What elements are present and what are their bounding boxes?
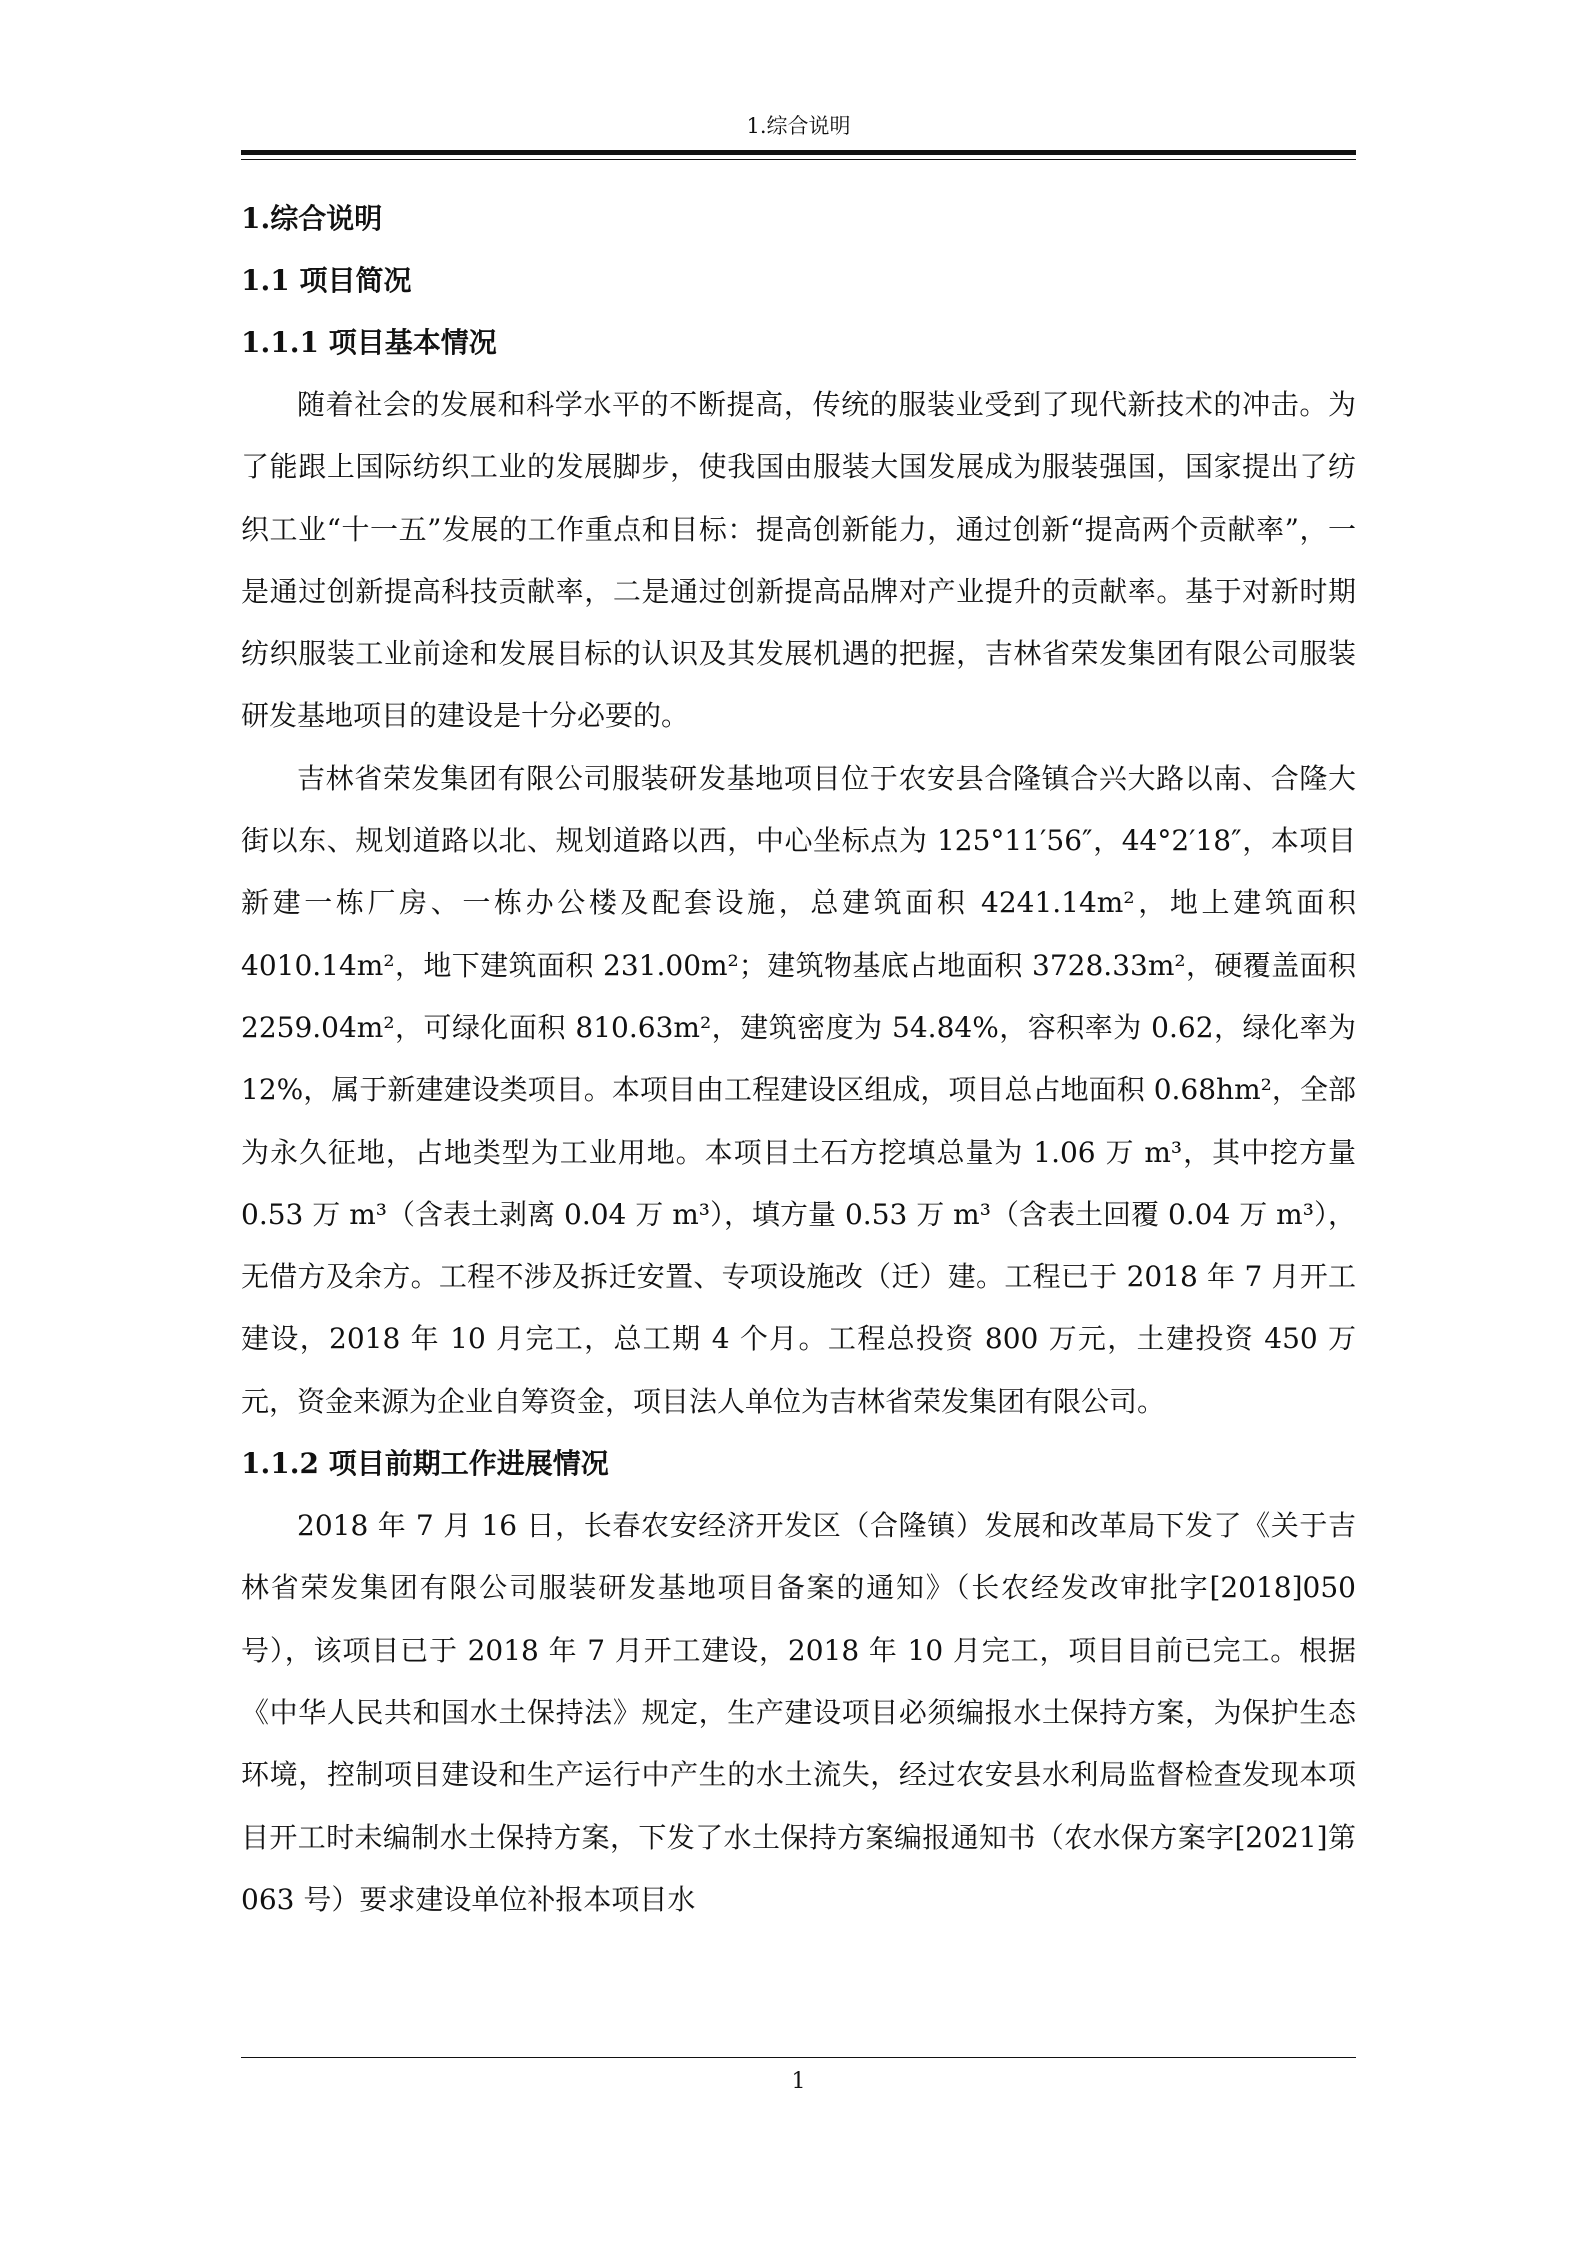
- heading-1-1-1: 1.1.1 项目基本情况: [241, 326, 497, 359]
- running-header: 1.综合说明: [746, 114, 851, 138]
- page-number: 1: [791, 2069, 806, 2094]
- paragraph-background: 随着社会的发展和科学水平的不断提高，传统的服装业受到了现代新技术的冲击。为了能跟上国际纺织工业的发展脚步，使我国由服装大国发展成为服装强国，国家提出了纺织工业“十一五”发展的工作重点和目标：提高创新能力，通过创新“提高两个贡献率”，一是通过创新提高科技贡献率，二是通过创新提高品牌对产业提升的贡献率。基于对新时期纺织服装工业前途和发展目标的认识及其发展机遇的把握，吉林省荣发集团有限公司服装研发基地项目的建设是十分必要的。: [241, 388, 1356, 733]
- heading-1-1-2: 1.1.2 项目前期工作进展情况: [241, 1447, 609, 1481]
- heading-level-1: 1.综合说明: [241, 202, 383, 235]
- page-body: [241, 188, 1356, 1931]
- paragraph-preliminary-work: 2018 年 7 月 16 日，长春农安经济开发区（合隆镇）发展和改革局下发了《关于吉林省荣发集团有限公司服装研发基地项目备案的通知》（长农经发改审批字[2018]050 号），该项目已于 2018 年 7 月开工建设，2018 年 10 月完工，项目目前已完工。根据《中华人民共和国水土保持法》规定，生产建设项目必须编报水土保持方案，为保护生态环境，控制项目建设和生产运行中产生的水土流失，经过农安县水利局监督检查发现本项目开工时未编制水土保持方案，下发了水土保持方案编报通知书（农水保方案字[2021]第 063 号）要求建设单位补报本项目水: [241, 1509, 1356, 1916]
- paragraph-project-details: 吉林省荣发集团有限公司服装研发基地项目位于农安县合隆镇合兴大路以南、合隆大街以东、规划道路以北、规划道路以西，中心坐标点为 125°11′56″，44°2′18″，本项目新建一栋厂房、一栋办公楼及配套设施，总建筑面积 4241.14m²，地上建筑面积 4010.14m²，地下建筑面积 231.00m²；建筑物基底占地面积 3728.33m²，硬覆盖面积 2259.04m²，可绿化面积 810.63m²，建筑密度为 54.84%，容积率为 0.62，绿化率为 12%，属于新建建设类项目。本项目由工程建设区组成，项目总占地面积 0.68hm²，全部为永久征地，占地类型为工业用地。本项目土石方挖填总量为 1.06 万 m³，其中挖方量 0.53 万 m³（含表土剥离 0.04 万 m³），填方量 0.53 万 m³（含表土回覆 0.04 万 m³），无借方及余方。工程不涉及拆迁安置、专项设施改（迁）建。工程已于 2018 年 7 月开工建设，2018 年 10 月完工，总工期 4 个月。工程总投资 800 万元，土建投资 450 万元，资金来源为企业自筹资金，项目法人单位为吉林省荣发集团有限公司。: [241, 761, 1356, 1418]
- footer-rule: [241, 2057, 1356, 2058]
- header-rule-thin: [241, 159, 1356, 160]
- header-rule-thick: [241, 150, 1356, 155]
- heading-level-2: 1.1 项目简况: [241, 264, 412, 297]
